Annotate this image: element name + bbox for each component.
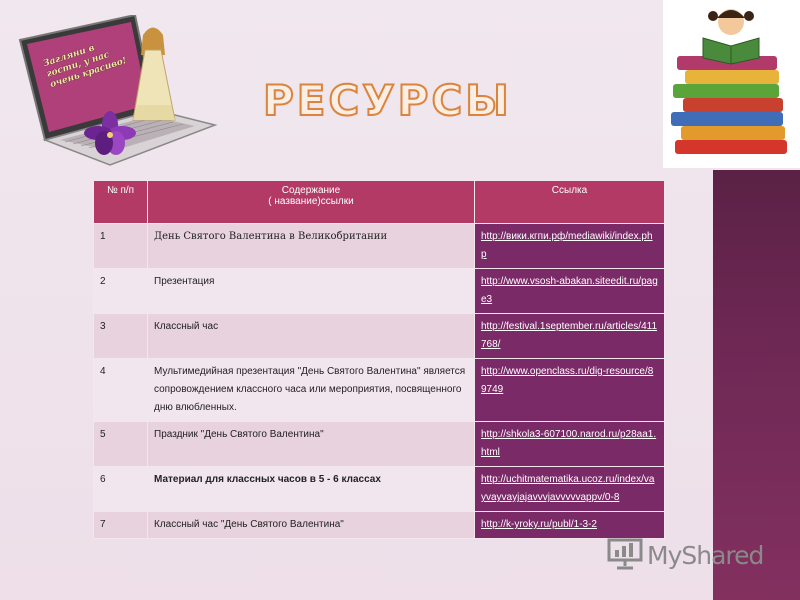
resource-link[interactable]: http://www.vsosh-abakan.siteedit.ru/page3 [481,276,658,305]
page-title: РЕСУРСЫ [263,76,512,125]
row-num: 2 [94,269,148,314]
header-link: Ссылка [475,181,665,224]
row-num: 7 [94,512,148,539]
laptop-caption: Загляни в гости, у нас очень красиво! [42,43,128,91]
table-row [94,512,665,539]
table-row [94,314,665,359]
resources-table [93,180,665,539]
table-row [94,269,665,314]
resource-link[interactable]: http://uchitmatematika.ucoz.ru/index/vayvayvayjajavvvjavvvvvappv/0-8 [481,474,655,503]
row-content: Праздник "День Святого Валентина" [148,422,475,467]
row-link-cell [475,269,665,314]
presentation-board-icon [607,538,643,570]
table-header-row [94,181,665,224]
table-row [94,224,665,269]
laptop-illustration [15,15,220,180]
row-num: 3 [94,314,148,359]
table-row [94,467,665,512]
row-num: 5 [94,422,148,467]
row-content: Классный час [148,314,475,359]
row-content: Классный час "День Святого Валентина" [148,512,475,539]
resource-link[interactable]: http://вики.кгпи.рф/mediawiki/index.php [481,231,653,260]
row-num: 6 [94,467,148,512]
row-content: День Святого Валентина в Великобритании [148,224,475,269]
row-link-cell [475,359,665,422]
row-link-cell [475,314,665,359]
watermark [607,535,767,575]
row-num: 1 [94,224,148,269]
resource-link[interactable]: http://www.openclass.ru/dig-resource/89749 [481,366,654,395]
header-num: № п/п [94,181,148,224]
books-icon [663,0,800,168]
row-content: Презентация [148,269,475,314]
resource-link[interactable]: http://festival.1september.ru/articles/411768/ [481,321,658,350]
table-row [94,359,665,422]
row-link-cell [475,224,665,269]
watermark-text: MyShared [647,541,764,570]
resource-link[interactable]: http://k-yroky.ru/publ/1-3-2 [481,519,597,530]
row-link-cell [475,467,665,512]
row-link-cell [475,422,665,467]
table-row [94,422,665,467]
resource-link[interactable]: http://shkola3-607100.narod.ru/p28aa1.html [481,429,657,458]
header-content-line1: Содержание [281,185,341,196]
row-content: Мультимедийная презентация "День Святого Валентина" является сопровождением классного часа или мероприятия, посвященного дню влюбленных. [148,359,475,422]
books-illustration [663,0,800,168]
row-num: 4 [94,359,148,422]
header-content [148,181,475,224]
header-content-line2: ( название)ссылки [268,196,354,207]
row-content: Материал для классных часов в 5 - 6 классах [148,467,475,512]
